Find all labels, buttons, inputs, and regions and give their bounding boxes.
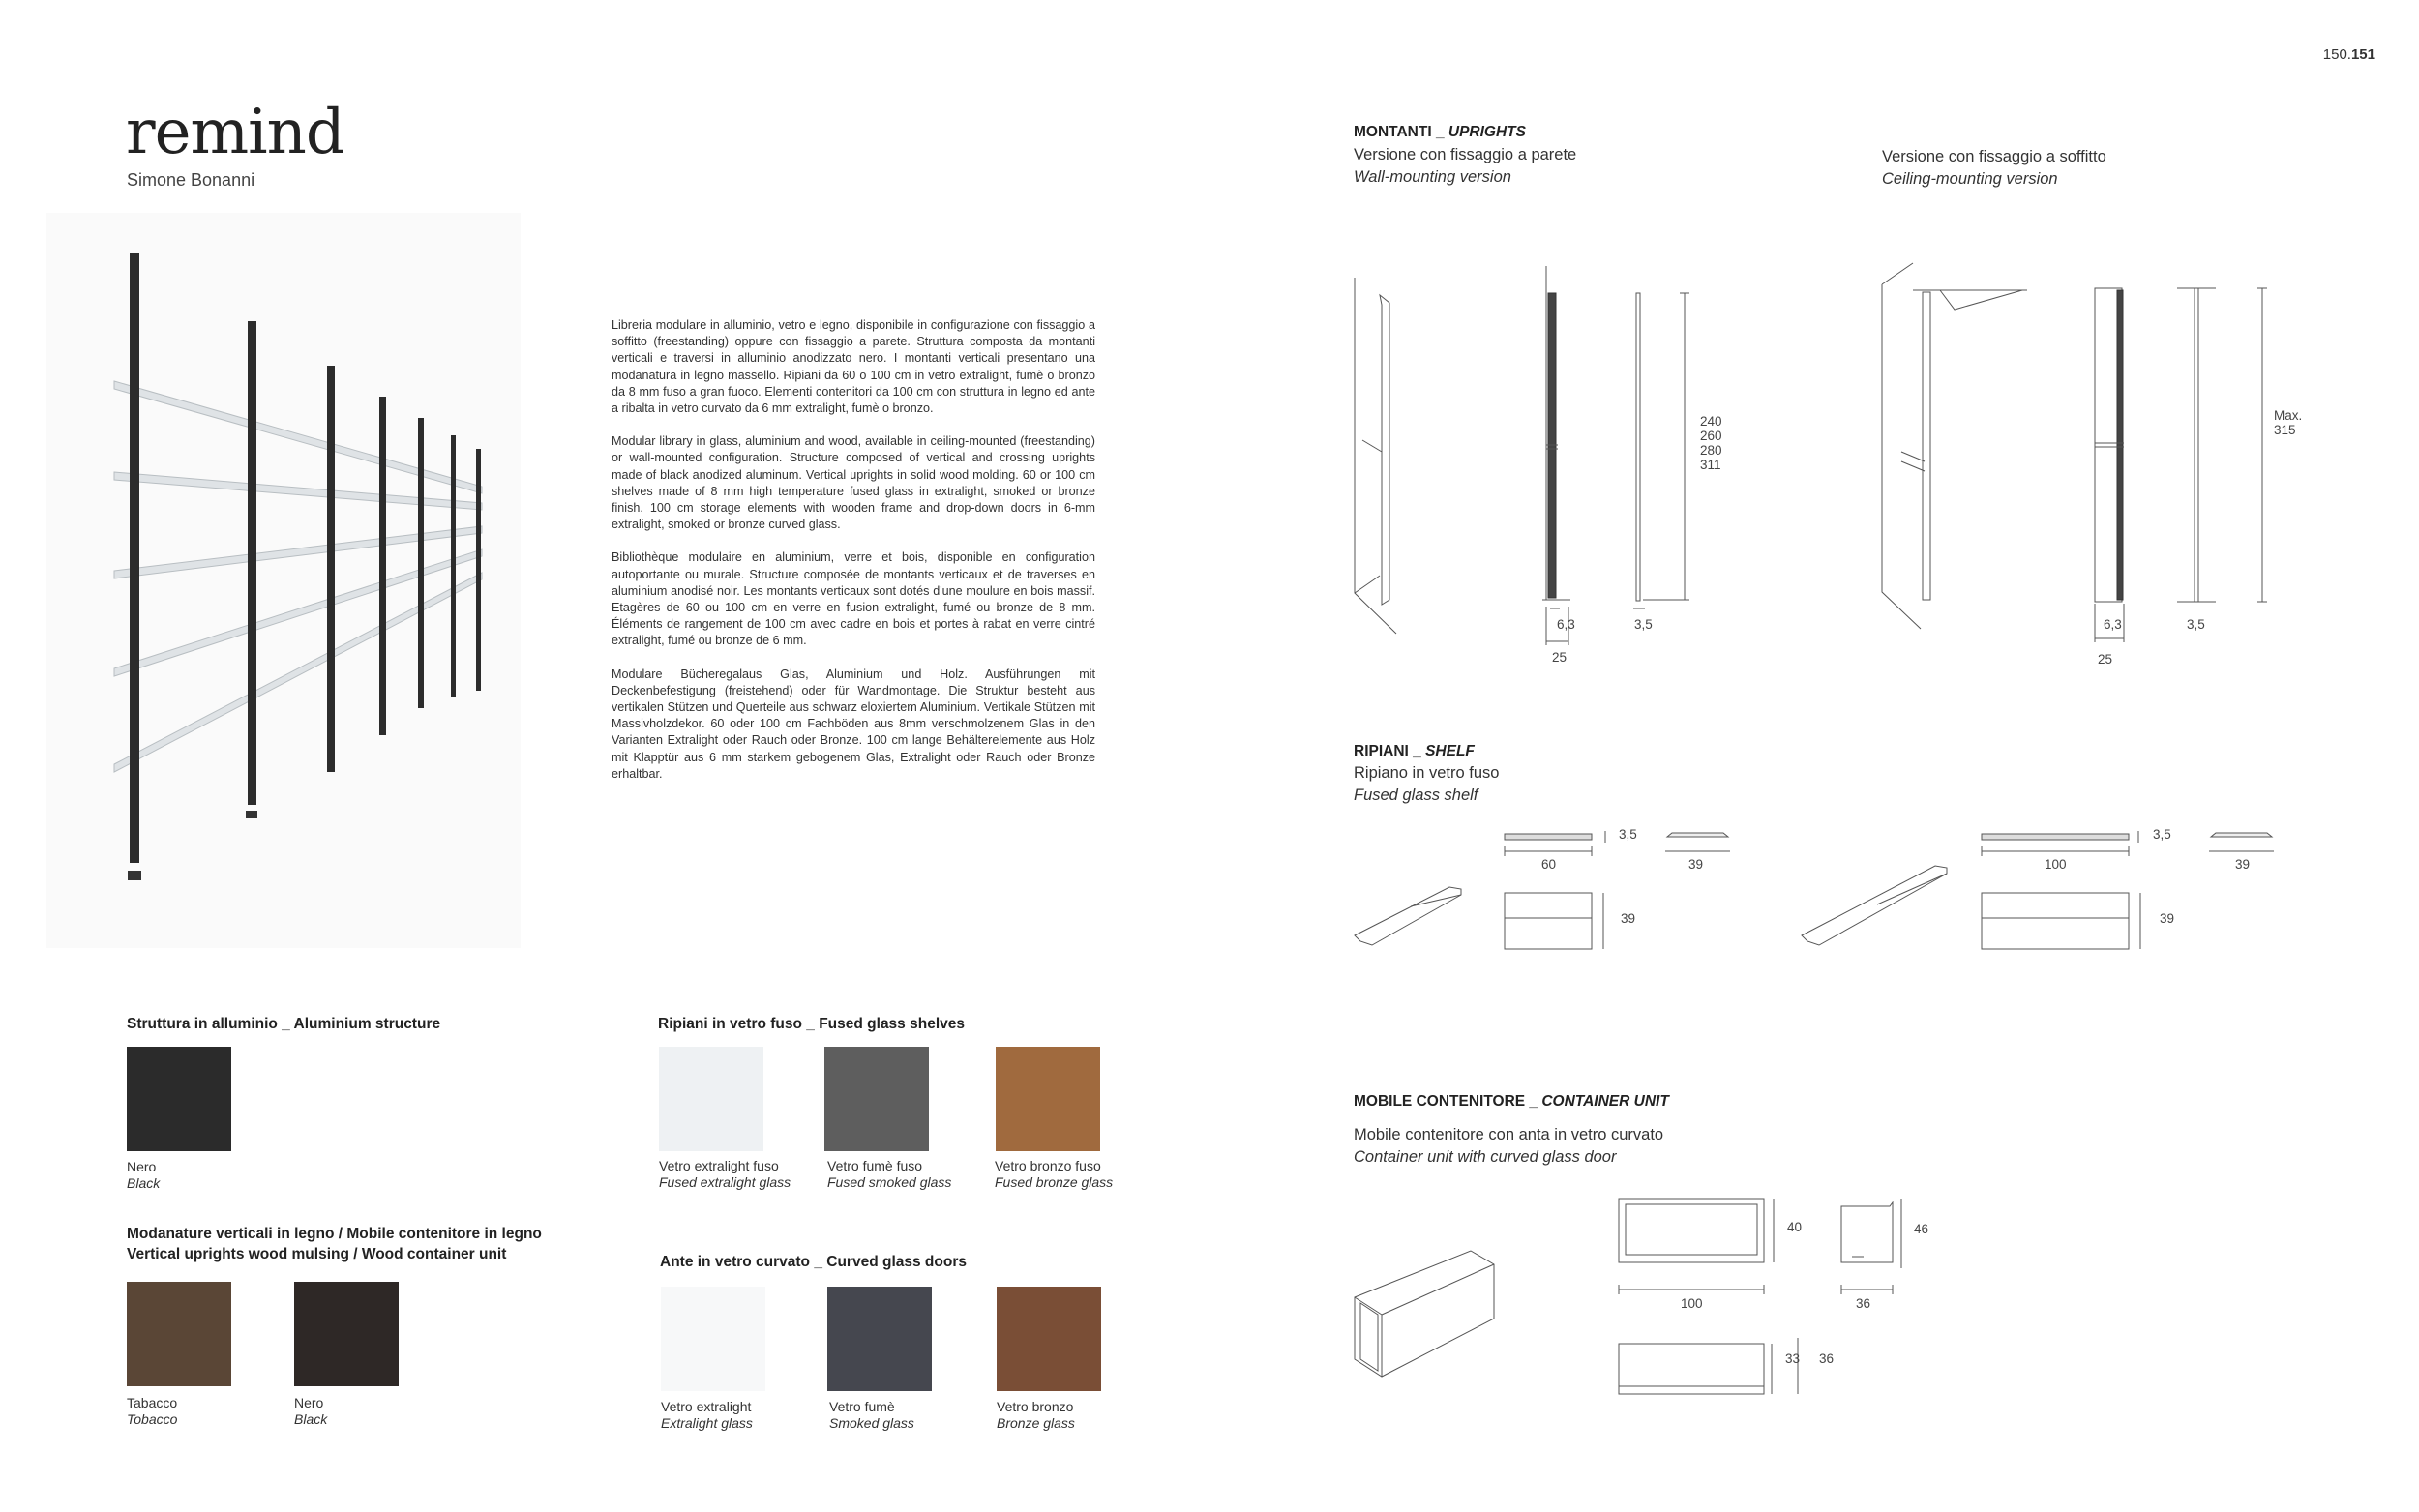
caption-it: Vetro fumè [829, 1399, 895, 1414]
swatch-shelf-extralight[interactable] [659, 1047, 763, 1151]
container-low-total: 36 [1819, 1351, 1835, 1366]
description-en: Modular library in glass, aluminium and wood, available in ceiling-mounted (freestanding) or wall-mounted configuration. Structure composed of vertical and crossing uprights made of black anodized aluminum. Vertical uprights in solid wood molding. 60 or 100 cm shelves made of 8 mm high temperature fused glass in extralight, smoked or bronze finish. 100 cm storage elements with wooden frame and drop-down doors in 6-mm extralight, smoked or bronze curved glass. [612, 434, 1095, 532]
shelf-60-drawing [1353, 827, 1759, 972]
wall-height-list [1700, 414, 1722, 472]
height-option: 240 [1700, 414, 1722, 429]
doors-finish-heading: Ante in vetro curvato _ Curved glass doors [660, 1254, 967, 1270]
swatch-caption [659, 1158, 791, 1191]
height-option: 311 [1700, 458, 1721, 472]
shelf-width: 100 [2045, 857, 2067, 872]
caption-en: Fused smoked glass [827, 1174, 952, 1190]
height-option: 280 [1700, 443, 1722, 458]
product-name: remind [126, 97, 344, 168]
shelf-depth: 39 [2235, 857, 2251, 872]
container-side-height: 46 [1914, 1222, 1929, 1236]
caption-en: Wall-mounting version [1354, 168, 1511, 186]
swatch-wood-tobacco[interactable] [127, 1282, 231, 1386]
product-photo [46, 213, 521, 948]
wood-heading-line2: Vertical uprights wood mulsing / Wood container unit [127, 1246, 507, 1262]
shelf-depth: 39 [1688, 857, 1704, 872]
dim-depth: 6,3 [2104, 617, 2122, 632]
swatch-caption [127, 1159, 160, 1192]
container-height: 40 [1787, 1220, 1803, 1234]
swatch-caption [995, 1158, 1113, 1191]
dim-base: 25 [2098, 652, 2113, 667]
page-number [2323, 46, 2375, 63]
wood-finish-heading [127, 1224, 542, 1264]
shelf-caption [1354, 762, 1499, 807]
caption-en: Bronze glass [997, 1415, 1075, 1431]
shelf-thickness: 3,5 [1619, 827, 1637, 842]
caption-it: Versione con fissaggio a parete [1354, 146, 1577, 163]
ceiling-height [2274, 408, 2302, 437]
swatch-caption [294, 1395, 327, 1428]
caption-it: Vetro extralight [661, 1399, 752, 1414]
product-description [612, 317, 1095, 799]
swatch-caption [127, 1395, 177, 1428]
swatch-caption [997, 1399, 1075, 1432]
description-de: Modulare Bücheregalaus Glas, Aluminium und Holz. Ausführungen mit Deckenbefestigung (freistehend) oder für Wandmontage. Die Struktur besteht aus vertikalen Stützen und Querteile aus schwarz eloxiertem Aluminium. Vertikale Stützen mit Massivholzdekor. 60 oder 100 cm Fachböden aus 8mm verschmolzenem Glas in den Varianten Extralight oder Rauch oder Bronze. 100 cm lange Behälterelemente aus Holz mit Klapptür aus 6 mm starkem gebogenem Glas, Extralight oder Rauch oder Bronze erhaltbar. [612, 667, 1095, 781]
caption-en: Fused extralight glass [659, 1174, 791, 1190]
description-fr: Bibliothèque modulaire en aluminium, verre et bois, disponible en configuration autoportante ou murale. Structure composée de montants verticaux et de traverses en aluminium anodisé noir. Les montants verticaux sont dotés d'une moulure en bois massif. Etagères de 60 ou 100 cm en verre en fusion extralight, fumé ou bronze de 8 mm. Éléments de rangement de 100 cm avec cadre en bois et portes à rabat en verre cintré extralight, fumé ou bronze de 6 mm. [612, 550, 1095, 648]
swatch-door-smoked[interactable] [827, 1287, 932, 1391]
caption-it: Vetro extralight fuso [659, 1158, 779, 1173]
caption-it: Vetro bronzo fuso [995, 1158, 1101, 1173]
uprights-heading-en: UPRIGHTS [1448, 124, 1526, 140]
container-heading-it: MOBILE CONTENITORE _ [1354, 1093, 1542, 1110]
shelves-finish-heading: Ripiani in vetro fuso _ Fused glass shelves [658, 1016, 965, 1032]
shelf-width: 60 [1541, 857, 1557, 872]
wood-heading-line1: Modanature verticali in legno / Mobile contenitore in legno [127, 1226, 542, 1242]
swatch-door-extralight[interactable] [661, 1287, 765, 1391]
page-number-prefix: 150. [2322, 46, 2351, 63]
caption-en: Extralight glass [661, 1415, 753, 1431]
uprights-ceiling-caption [1882, 146, 2106, 191]
swatch-wood-black[interactable] [294, 1282, 399, 1386]
caption-it: Vetro fumè fuso [827, 1158, 923, 1173]
container-width: 100 [1681, 1296, 1703, 1311]
shelf-heading-en: SHELF [1425, 743, 1475, 759]
caption-en: Black [294, 1411, 328, 1427]
container-caption [1354, 1124, 1663, 1169]
caption-en: Container unit with curved glass door [1354, 1148, 1617, 1166]
dim-width: 3,5 [2187, 617, 2205, 632]
caption-en: Fused bronze glass [995, 1174, 1114, 1190]
page-number-current: 151 [2350, 46, 2375, 63]
caption-en: Black [127, 1175, 161, 1191]
caption-en: Ceiling-mounting version [1882, 170, 2058, 188]
uprights-wall-drawing [1353, 266, 1720, 672]
container-side-depth: 36 [1856, 1296, 1871, 1311]
caption-en: Fused glass shelf [1354, 786, 1478, 804]
swatch-door-bronze[interactable] [997, 1287, 1101, 1391]
height-label: Max. [2274, 408, 2303, 423]
height-value: 315 [2274, 423, 2296, 437]
swatch-caption [661, 1399, 753, 1432]
swatch-caption [829, 1399, 914, 1432]
shelf-heading-it: RIPIANI _ [1354, 743, 1426, 759]
shelf-depth: 39 [1621, 911, 1636, 926]
container-heading [1354, 1093, 1669, 1111]
uprights-wall-caption [1354, 144, 1576, 189]
dim-depth: 6,3 [1557, 617, 1575, 632]
height-option: 260 [1700, 429, 1722, 443]
swatch-caption [827, 1158, 951, 1191]
dim-width: 3,5 [1634, 617, 1653, 632]
caption-it: Ripiano in vetro fuso [1354, 764, 1500, 782]
container-heading-en: CONTAINER UNIT [1541, 1093, 1669, 1110]
caption-it: Tabacco [127, 1395, 178, 1410]
uprights-heading [1354, 124, 1526, 141]
shelf-heading [1354, 743, 1475, 760]
structure-finish-heading: Struttura in alluminio _ Aluminium structure [127, 1016, 441, 1032]
swatch-structure-black[interactable] [127, 1047, 231, 1151]
dim-base: 25 [1552, 650, 1568, 665]
uprights-ceiling-drawing [1882, 263, 2288, 669]
caption-it: Vetro bronzo [997, 1399, 1074, 1414]
caption-it: Mobile contenitore con anta in vetro curvato [1354, 1126, 1664, 1143]
caption-it: Versione con fissaggio a soffitto [1882, 148, 2106, 165]
swatch-shelf-bronze[interactable] [996, 1047, 1100, 1151]
caption-en: Smoked glass [829, 1415, 914, 1431]
container-drawing [1353, 1195, 1972, 1408]
caption-it: Nero [294, 1395, 324, 1410]
shelf-thickness: 3,5 [2153, 827, 2171, 842]
caption-en: Tobacco [127, 1411, 178, 1427]
uprights-heading-it: MONTANTI _ [1354, 124, 1448, 140]
designer-name: Simone Bonanni [127, 170, 255, 190]
shelf-100-drawing [1800, 827, 2284, 972]
container-low-height: 33 [1785, 1351, 1801, 1366]
description-it: Libreria modulare in alluminio, vetro e legno, disponibile in configurazione con fissaggio a soffitto (freestanding) oppure con fissaggio a parete. Struttura composta da montanti verticali e traversi in alluminio anodizzato nero. I montanti verticali presentano una modanatura in legno massello. Ripiani da 60 o 100 cm in vetro extralight, fumè o bronzo da 8 mm fuso a gran fuoco. Elementi contenitori da 100 cm con struttura in legno ed ante a ribalta in vetro curvato da 6 mm extralight, fumè o bronzo. [612, 318, 1095, 416]
swatch-shelf-smoked[interactable] [824, 1047, 929, 1151]
caption-it: Nero [127, 1159, 157, 1174]
shelf-depth: 39 [2160, 911, 2175, 926]
